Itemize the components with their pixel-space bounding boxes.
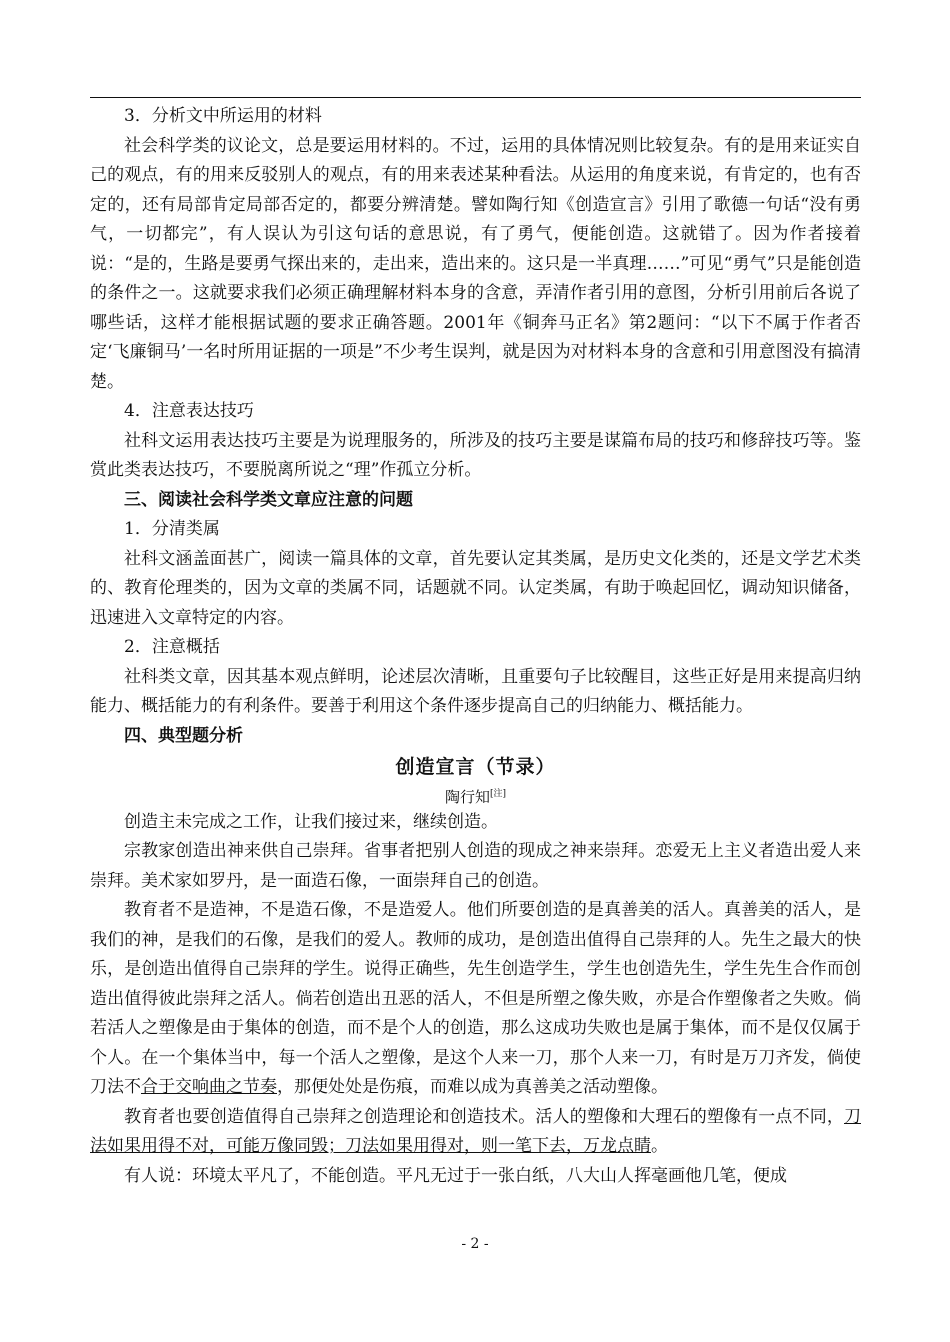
essay-paragraph-5: 有人说：环境太平凡了，不能创造。平凡无过于一张白纸，八大山人挥毫画他几笔，便成 xyxy=(124,1165,787,1186)
part3-item1-heading: 1．分清类属 xyxy=(124,519,220,539)
essay-p3-text: 教育者不是造神，不是造石像，不是造爱人。他们所要创造的是真善美的活人。真善美的活人，是我们的神，是我们的石像，是我们的爱人。教师的成功，是创造出值得自己崇拜的人。先生之最大的快乐，是创造出值得自己崇拜的学生。说得正确些，先生创造学生，学生也创造先生，学生先生合作而创造出值得彼此崇拜之活人。倘若创造出丑恶的活人，不但是所塑之像失败，亦是合作塑像者之失败。倘若活人之塑像是由于集体的创造，而不是个人的创造，那么这成功失败也是属于集体，而不是仅仅属于个人。在一个集体当中，每一个活人之塑像，是这个人来一刀，那个人来一刀，有时是万刀齐发，倘使刀法不 xyxy=(90,900,861,1097)
essay-p4-text: 教育者也要创造值得自己崇拜之创造理论和创造技术。活人的塑像和大理石的塑像有一点不同， xyxy=(124,1106,844,1127)
part3-item1-paragraph: 社科文涵盖面甚广，阅读一篇具体的文章，首先要认定其类属，是历史文化类的，还是文学艺术类的、教育伦理类的，因为文章的类属不同，话题就不同。认定类属，有助于唤起回忆，调动知识储备，迅速进入文章特定的内容。 xyxy=(90,548,861,628)
essay-title: 创造宣言（节录） xyxy=(395,756,556,778)
essay-paragraph-4 xyxy=(90,1103,861,1162)
part4-heading: 四、典型题分析 xyxy=(124,725,243,746)
author-note-marker: [注] xyxy=(489,788,507,799)
part3-item2-paragraph: 社科类文章，因其基本观点鲜明，论述层次清晰，且重要句子比较醒目，这些正好是用来提高归纳能力、概括能力的有利条件。要善于利用这个条件逐步提高自己的归纳能力、概括能力。 xyxy=(90,666,861,716)
part3-heading: 三、阅读社会科学类文章应注意的问题 xyxy=(124,489,413,510)
essay-p3-underlined: 合于交响曲之节奏 xyxy=(141,1077,277,1097)
page-body xyxy=(90,102,861,1191)
section3-paragraph: 社会科学类的议论文，总是要运用材料的。不过，运用的具体情况则比较复杂。有的是用来证实自己的观点，有的用来反驳别人的观点，有的用来表述某种看法。从运用的角度来说，有肯定的，也有否定的，还有局部肯定局部否定的，都要分辨清楚。譬如陶行知《创造宣言》引用了歌德一句话“没有勇气，一切都完”，有人误认为引这句话的意思说，有了勇气，便能创造。这就错了。因为作者接着说：“是的，生路是要勇气探出来的，走出来，造出来的。这只是一半真理……”可见“勇气”只是能创造的条件之一。这就要求我们必须正确理解材料本身的含意，弄清作者引用的意图，分析引用前后各说了哪些话，这样才能根据试题的要求正确答题。2001年《铜奔马正名》第2题问：“以下不属于作者否定‘飞廉铜马’一名时所用证据的一项是”不少考生误判，就是因为对材料本身的含意和引用意图没有搞清楚。 xyxy=(90,135,861,392)
essay-author: 陶行知 xyxy=(444,787,490,806)
essay-paragraph-3 xyxy=(90,896,861,1103)
section4-paragraph: 社科文运用表达技巧主要是为说理服务的，所涉及的技巧主要是谋篇布局的技巧和修辞技巧等。鉴赏此类表达技巧，不要脱离所说之“理”作孤立分析。 xyxy=(90,430,861,480)
page-number: - 2 - xyxy=(461,1236,489,1252)
section3-heading: 3．分析文中所运用的材料 xyxy=(124,106,322,126)
essay-p3-text-end: ，那便处处是伤痕，而难以成为真善美之活动塑像。 xyxy=(277,1077,668,1097)
header-rule xyxy=(90,97,861,98)
part3-item2-heading: 2．注意概括 xyxy=(124,637,220,657)
essay-paragraph-1: 创造主未完成之工作，让我们接过来，继续创造。 xyxy=(124,811,498,832)
essay-paragraph-2: 宗教家创造出神来供自己崇拜。省事者把别人创造的现成之神来崇拜。恋爱无上主义者造出爱人来崇拜。美术家如罗丹，是一面造石像，一面崇拜自己的创造。 xyxy=(90,841,861,891)
section4-heading: 4．注意表达技巧 xyxy=(124,401,254,421)
essay-p4-underlined: 刀法如果用得不对，可能万像同毁；刀法如果用得对，则一笔下去，万龙点睛 xyxy=(90,1106,861,1156)
essay-p4-text-end: 。 xyxy=(651,1136,668,1156)
essay-author-line xyxy=(90,783,861,808)
